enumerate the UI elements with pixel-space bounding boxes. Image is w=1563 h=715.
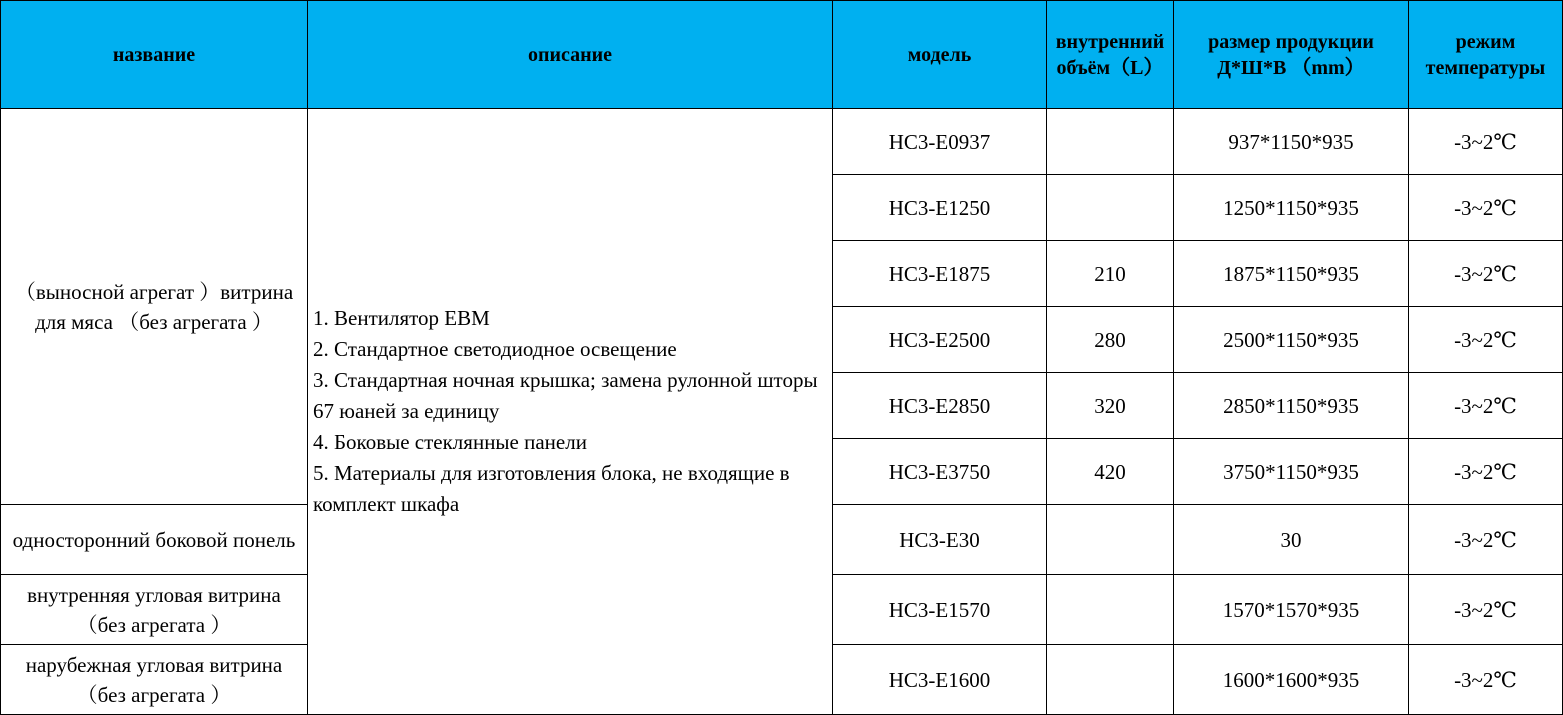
product-name-cell: внутренняя угловая витрина （без агрегата ） bbox=[1, 575, 308, 645]
temperature-cell: -3~2℃ bbox=[1409, 373, 1563, 439]
volume-cell: 210 bbox=[1047, 241, 1174, 307]
header-model: модель bbox=[833, 1, 1047, 109]
size-cell: 3750*1150*935 bbox=[1174, 439, 1409, 505]
description-line: 2. Стандартное светодиодное освещение bbox=[313, 337, 677, 361]
header-description: описание bbox=[308, 1, 833, 109]
temperature-cell: -3~2℃ bbox=[1409, 175, 1563, 241]
temperature-cell: -3~2℃ bbox=[1409, 241, 1563, 307]
model-cell: HC3-E1570 bbox=[833, 575, 1047, 645]
model-cell: HC3-E0937 bbox=[833, 109, 1047, 175]
header-volume: внутренний объём（L） bbox=[1047, 1, 1174, 109]
temperature-cell: -3~2℃ bbox=[1409, 505, 1563, 575]
volume-cell bbox=[1047, 575, 1174, 645]
product-name-cell: односторонний боковой понель bbox=[1, 505, 308, 575]
model-cell: HC3-E2500 bbox=[833, 307, 1047, 373]
header-temperature: режим температуры bbox=[1409, 1, 1563, 109]
temperature-cell: -3~2℃ bbox=[1409, 109, 1563, 175]
volume-cell bbox=[1047, 109, 1174, 175]
description-line: 3. Стандартная ночная крышка; замена рулонной шторы 67 юаней за единицу bbox=[313, 368, 818, 423]
description-line: 1. Вентилятор EBM bbox=[313, 306, 490, 330]
volume-cell: 280 bbox=[1047, 307, 1174, 373]
volume-cell bbox=[1047, 645, 1174, 715]
temperature-cell: -3~2℃ bbox=[1409, 307, 1563, 373]
header-size: размер продукции Д*Ш*В （mm） bbox=[1174, 1, 1409, 109]
size-cell: 2500*1150*935 bbox=[1174, 307, 1409, 373]
description-cell bbox=[308, 109, 833, 715]
temperature-cell: -3~2℃ bbox=[1409, 439, 1563, 505]
size-cell: 1600*1600*935 bbox=[1174, 645, 1409, 715]
table-row bbox=[1, 109, 1563, 175]
temperature-cell: -3~2℃ bbox=[1409, 575, 1563, 645]
model-cell: HC3-E3750 bbox=[833, 439, 1047, 505]
temperature-cell: -3~2℃ bbox=[1409, 645, 1563, 715]
group-name-cell: （выносной агрегат ）витрина для мяса （без агрегата ） bbox=[1, 109, 308, 505]
model-cell: HC3-E1600 bbox=[833, 645, 1047, 715]
model-cell: HC3-E30 bbox=[833, 505, 1047, 575]
size-cell: 1570*1570*935 bbox=[1174, 575, 1409, 645]
volume-cell: 320 bbox=[1047, 373, 1174, 439]
volume-cell bbox=[1047, 175, 1174, 241]
size-cell: 2850*1150*935 bbox=[1174, 373, 1409, 439]
size-cell: 1875*1150*935 bbox=[1174, 241, 1409, 307]
size-cell: 30 bbox=[1174, 505, 1409, 575]
table-header-row bbox=[1, 1, 1563, 109]
volume-cell: 420 bbox=[1047, 439, 1174, 505]
description-line: 5. Материалы для изготовления блока, не входящие в комплект шкафа bbox=[313, 461, 790, 516]
model-cell: HC3-E1875 bbox=[833, 241, 1047, 307]
description-line: 4. Боковые стеклянные панели bbox=[313, 430, 587, 454]
size-cell: 1250*1150*935 bbox=[1174, 175, 1409, 241]
model-cell: HC3-E2850 bbox=[833, 373, 1047, 439]
header-name: название bbox=[1, 1, 308, 109]
volume-cell bbox=[1047, 505, 1174, 575]
model-cell: HC3-E1250 bbox=[833, 175, 1047, 241]
product-name-cell: нарубежная угловая витрина （без агрегата ） bbox=[1, 645, 308, 715]
size-cell: 937*1150*935 bbox=[1174, 109, 1409, 175]
